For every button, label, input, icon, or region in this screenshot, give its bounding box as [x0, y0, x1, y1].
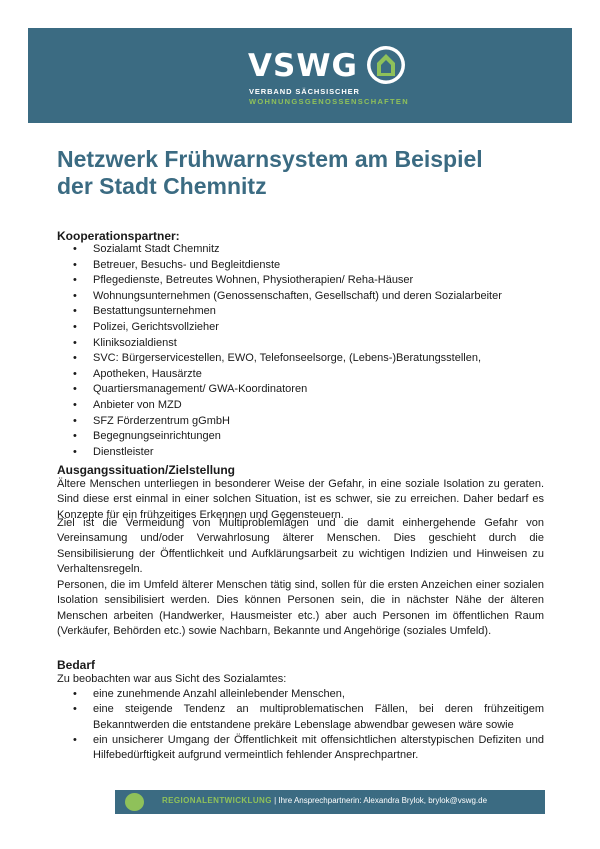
- list-item: • eine zunehmende Anzahl alleinlebender Menschen,: [57, 687, 544, 702]
- list-item: • Kliniksozialdienst: [57, 336, 502, 352]
- list-item: • SVC: Bürgerservicestellen, EWO, Telefonseelsorge, (Lebens-)Beratungsstellen,: [57, 351, 502, 367]
- logo-subtitle-2: WOHNUNGSGENOSSENSCHAFTEN: [249, 97, 409, 106]
- footer-separator: |: [274, 796, 277, 805]
- logo-wordmark: VSWG: [248, 48, 358, 84]
- page-title: [57, 146, 557, 200]
- footer-text: [162, 796, 487, 805]
- list-item: • Sozialamt Stadt Chemnitz: [57, 242, 502, 258]
- situation-paragraph-1: Ältere Menschen unterliegen in besonderer Weise der Gefahr, in eine soziale Isolation zu geraten. Sind diese erst einmal in einer solchen Situation, ist es schwer, sie zu erreichen. Daher bedarf es Konzepte für ein frühzeitiges Erkennen und Gegensteuern.: [57, 478, 544, 521]
- list-item: • Polizei, Gerichtsvollzieher: [57, 320, 502, 336]
- list-item: • Dienstleister: [57, 445, 502, 461]
- list-item: • Quartiersmanagement/ GWA-Koordinatoren: [57, 382, 502, 398]
- footer-bar: [115, 790, 545, 814]
- vswg-logo: [248, 44, 428, 114]
- situation-paragraph-2: Ziel ist die Vermeidung von Multiproblemlagen und die damit einhergehende Gefahr von Vereinsamung und/oder Verwahrlosung älterer Menschen. Dies geschieht durch die Sensibilisierung der Öffentlichkeit und Aufklärungsarbeit zu wichtigen Indizien und Hinweisen zu Verhaltensregeln.: [57, 517, 544, 575]
- partners-heading: Kooperationspartner:: [57, 229, 180, 243]
- header-banner: [28, 28, 572, 123]
- list-item: • eine steigende Tendenz an multiproblematischen Fällen, bei deren frühzeitigem Bekanntwerden die entstandene prekäre Lebenslage abwendbar gewesen wäre sowie: [57, 702, 544, 733]
- bedarf-list: [57, 687, 544, 763]
- list-item: • SFZ Förderzentrum gGmbH: [57, 414, 502, 430]
- list-item: • Anbieter von MZD: [57, 398, 502, 414]
- bedarf-intro: Zu beobachten war aus Sicht des Sozialamtes:: [57, 673, 287, 685]
- list-item: • Pflegedienste, Betreutes Wohnen, Physiotherapien/ Reha-Häuser: [57, 273, 502, 289]
- regional-logo-icon: [125, 793, 144, 811]
- list-item: • Apotheken, Hausärzte: [57, 367, 502, 383]
- logo-subtitle-1: VERBAND SÄCHSISCHER: [249, 87, 360, 96]
- partners-list: [57, 242, 502, 460]
- title-line-1: Netzwerk Frühwarnsystem am Beispiel: [57, 146, 483, 172]
- list-item: • ein unsicherer Umgang der Öffentlichkeit mit offensichtlichen alterstypischen Defiziten und Hilfebedürftigkeit aufgrund vermeintlich fehlender Ansprechpartner.: [57, 733, 544, 764]
- house-icon: [365, 44, 407, 86]
- list-item: • Wohnungsunternehmen (Genossenschaften, Gesellschaft) und deren Sozialarbeiter: [57, 289, 502, 305]
- situation-heading: Ausgangssituation/Zielstellung: [57, 463, 236, 477]
- footer-contact: Ihre Ansprechpartnerin: Alexandra Brylok, brylok@vswg.de: [278, 796, 488, 805]
- list-item: • Bestattungsunternehmen: [57, 304, 502, 320]
- bedarf-heading: Bedarf: [57, 658, 96, 672]
- list-item: • Begegnungseinrichtungen: [57, 429, 502, 445]
- situation-paragraph-3: Personen, die im Umfeld älterer Menschen tätig sind, sollen für die ersten Anzeichen einer sozialen Isolation sensibilisiert werden. Dies können Personen sein, die in nächster Nähe der älteren Menschen arbeiten (Handwerker, Hausmeister etc.) aber auch Personen im öffentlichen Raum (Verkäufer, Behörden etc.) sowie Nachbarn, Bekannte und Angehörige (soziales Umfeld).: [57, 579, 544, 637]
- list-item: • Betreuer, Besuchs- und Begleitdienste: [57, 258, 502, 274]
- footer-brand: REGIONALENTWICKLUNG: [162, 796, 272, 805]
- title-line-2: der Stadt Chemnitz: [57, 173, 267, 199]
